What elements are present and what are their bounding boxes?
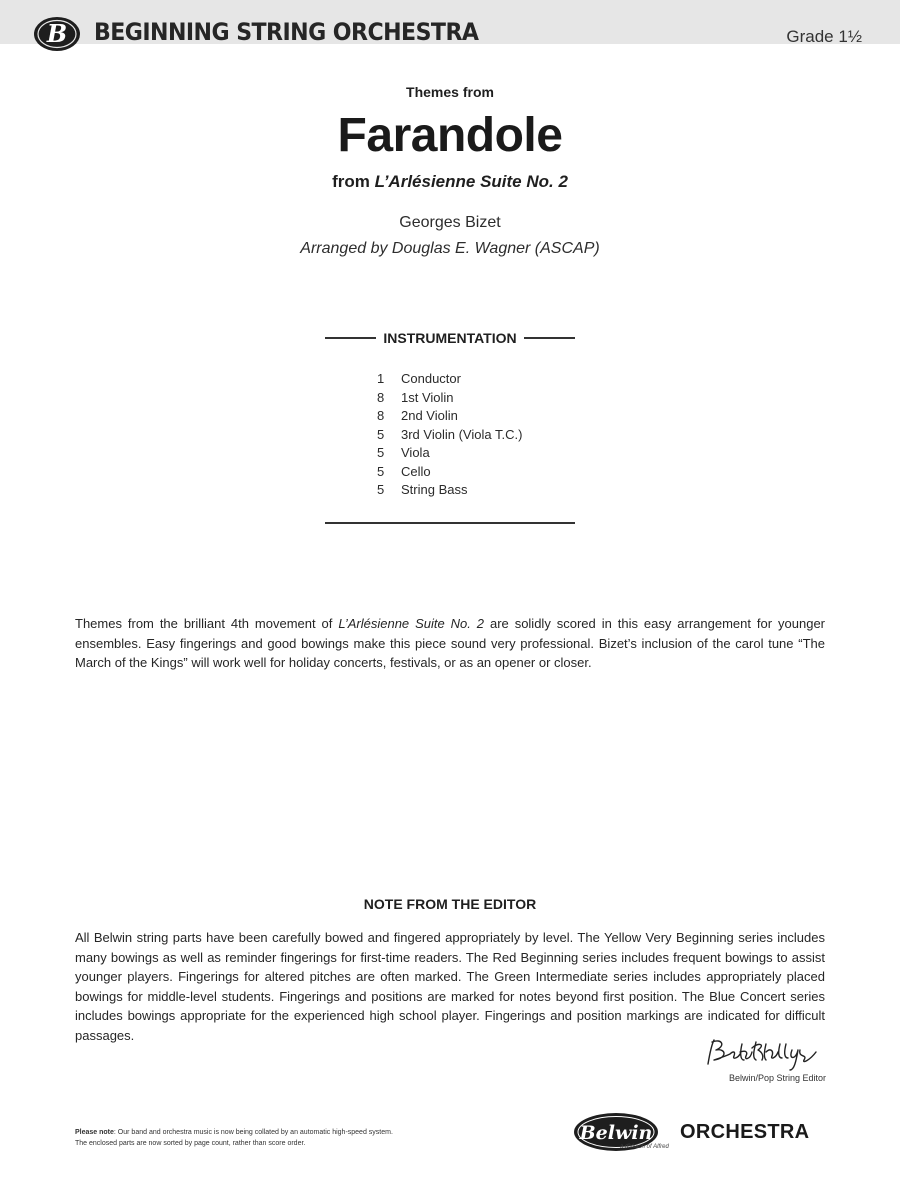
logo-letter: B bbox=[46, 19, 68, 48]
part-name: Viola bbox=[401, 445, 430, 460]
part-name: 3rd Violin (Viola T.C.) bbox=[401, 426, 523, 442]
instrumentation-item bbox=[377, 370, 522, 389]
instrumentation-item bbox=[377, 444, 522, 463]
part-quantity: 1 bbox=[377, 371, 385, 386]
heading-rule-left bbox=[325, 337, 376, 339]
signature-caption: Belwin/Pop String Editor bbox=[728, 1073, 826, 1083]
piece-subtitle bbox=[0, 172, 900, 192]
part-name: String Bass bbox=[401, 482, 468, 497]
subtitle-work: L’Arlésienne Suite No. 2 bbox=[374, 172, 568, 191]
instrumentation-item bbox=[377, 389, 522, 408]
collation-note-line-1 bbox=[75, 1128, 393, 1139]
editor-signature bbox=[700, 1034, 828, 1074]
instrumentation-list bbox=[377, 370, 522, 500]
series-title: BEGINNING STRING ORCHESTRA bbox=[94, 18, 479, 46]
editor-note-heading: NOTE FROM THE EDITOR bbox=[363, 896, 537, 912]
description-body: are solidly scored in this easy arrangement for younger ensembles. Easy fingerings and good bowings make this piece sound very professional. Bizet’s inclusion of the carol tune “The March of the Kings” will work well for holiday concerts, festivals, or as an opener or closer. bbox=[75, 616, 826, 670]
part-quantity: 8 bbox=[377, 389, 385, 405]
instrumentation-label: INSTRUMENTATION bbox=[383, 330, 517, 346]
part-quantity: 5 bbox=[377, 463, 385, 479]
belwin-series-logo bbox=[32, 14, 82, 54]
collation-note bbox=[75, 1128, 393, 1149]
heading-rule-right bbox=[524, 337, 575, 339]
arranger: Arranged by Douglas E. Wagner (ASCAP) bbox=[300, 240, 600, 257]
description-work-title: L’Arlésienne Suite No. 2 bbox=[338, 616, 485, 631]
editor-note-body: All Belwin string parts have been carefully bowed and fingered appropriately by level. The Yellow Very Beginning series includes many bowings as well as reminder fingerings for first-time readers. The Red Beginning series includes frequent bowings to assist younger players. Fingerings for altered pitches are often marked. The Green Intermediate series includes appropriately placed bowings for middle-level students. Fingerings and positions are marked for notes beyond first position. The Blue Concert series includes bowings appropriate for the experienced high school player. Fingerings and position markings are indicated for difficult passages. bbox=[75, 930, 825, 1043]
part-quantity: 8 bbox=[377, 408, 385, 423]
piece-title: Farandole bbox=[337, 109, 563, 162]
collation-note-label: Please note bbox=[75, 1129, 114, 1136]
part-quantity: 5 bbox=[377, 426, 385, 442]
belwin-orchestra-word: ORCHESTRA bbox=[680, 1121, 810, 1143]
instrumentation-bottom-rule bbox=[325, 522, 575, 524]
grade-label: Grade 1½ bbox=[786, 27, 862, 46]
composer: Georges Bizet bbox=[399, 214, 501, 231]
instrumentation-item bbox=[377, 407, 522, 426]
subtitle-prefix: from bbox=[332, 172, 375, 191]
belwin-tagline: a division of Alfred bbox=[620, 1144, 669, 1150]
instrumentation-heading bbox=[325, 330, 575, 346]
part-quantity: 5 bbox=[377, 445, 385, 460]
instrumentation-item bbox=[377, 463, 522, 482]
part-name: Conductor bbox=[401, 371, 461, 386]
collation-note-text-1: : Our band and orchestra music is now being collated by an automatic high-speed system. bbox=[113, 1129, 393, 1136]
description-intro: Themes from the brilliant 4th movement of bbox=[75, 616, 339, 631]
themes-from-label: Themes from bbox=[406, 84, 494, 100]
instrumentation-item bbox=[377, 481, 522, 500]
instrumentation-item bbox=[377, 426, 522, 445]
part-name: 1st Violin bbox=[401, 389, 454, 405]
part-name: Cello bbox=[401, 463, 431, 479]
piece-description bbox=[75, 614, 825, 673]
collation-note-line-2: The enclosed parts are now sorted by page count, rather than score order. bbox=[75, 1139, 306, 1147]
part-name: 2nd Violin bbox=[401, 408, 458, 423]
part-quantity: 5 bbox=[377, 482, 385, 497]
belwin-script: Belwin bbox=[579, 1122, 653, 1144]
